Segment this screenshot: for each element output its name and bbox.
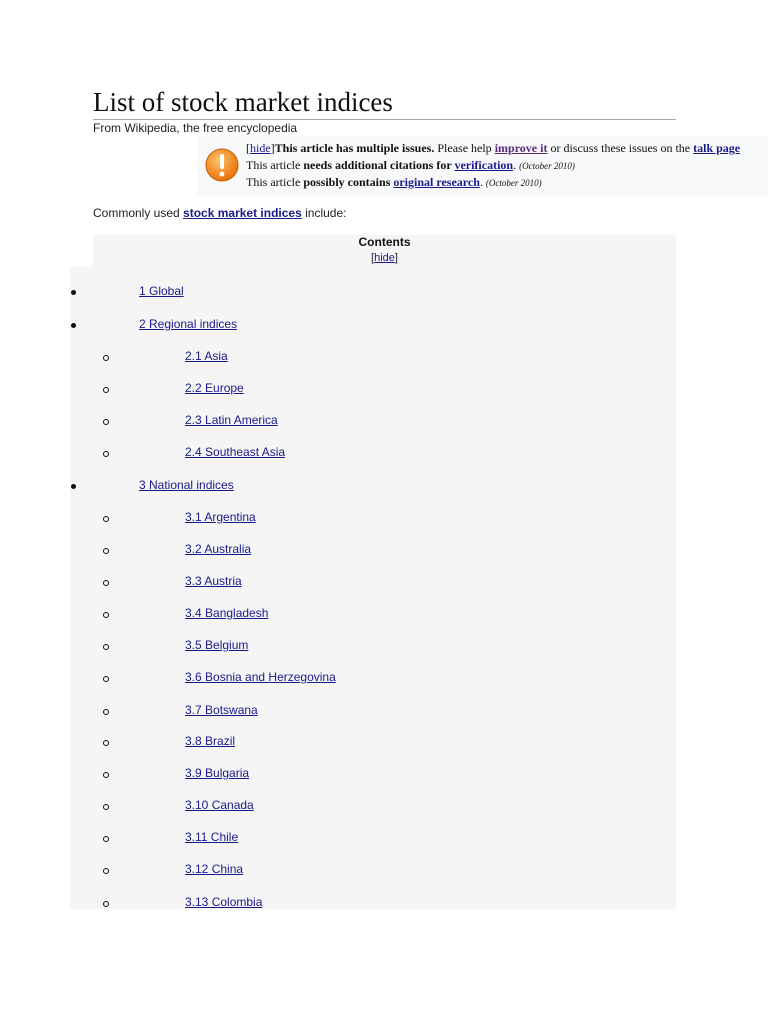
toc-sub-bullet <box>103 548 109 554</box>
toc-item[interactable]: 3.13 Colombia <box>185 895 263 909</box>
improve-it-link[interactable]: improve it <box>494 141 548 155</box>
research-date: (October 2010) <box>485 178 542 188</box>
toc-item[interactable]: 3.1 Argentina <box>185 510 256 524</box>
toc-sub-bullet <box>103 644 109 650</box>
toc-bullet <box>71 323 76 328</box>
toc-bullet <box>71 484 76 489</box>
toc-item[interactable]: 2 Regional indices <box>139 317 238 331</box>
toc-item[interactable]: 3.2 Australia <box>185 542 252 556</box>
ambox-line-citations: This article needs additional citations for verification. (October 2010) <box>246 158 575 172</box>
warning-icon <box>205 148 239 182</box>
toc-sub-bullet <box>103 804 109 810</box>
toc-sub-bullet <box>103 772 109 778</box>
ambox-line-issues: [hide]This article has multiple issues. Please help improve it or discuss these issues on the talk page <box>246 141 741 155</box>
toc-item[interactable]: 2.3 Latin America <box>185 413 278 427</box>
toc-item[interactable]: 3 National indices <box>139 478 234 492</box>
ambox-line-research: This article possibly contains original research. (October 2010) <box>246 175 542 189</box>
toc-item[interactable]: 3.8 Brazil <box>185 734 236 748</box>
toc-sub-bullet <box>103 387 109 393</box>
toc-bullet <box>71 290 76 295</box>
toc-sub-bullet <box>103 676 109 682</box>
intro-paragraph: Commonly used stock market indices include: <box>93 206 347 220</box>
toc-item[interactable]: 2.1 Asia <box>185 349 228 363</box>
toc-item[interactable]: 3.3 Austria <box>185 574 242 588</box>
toc-sub-bullet <box>103 901 109 907</box>
toc-sub-bullet <box>103 580 109 586</box>
toc-sub-bullet <box>103 868 109 874</box>
citations-date: (October 2010) <box>519 161 575 171</box>
toc-title: Contents <box>358 235 411 249</box>
toc-sub-bullet <box>103 516 109 522</box>
toc-item[interactable]: 3.11 Chile <box>185 830 239 844</box>
toc-item[interactable]: 3.4 Bangladesh <box>185 606 269 620</box>
toc-sub-bullet <box>103 740 109 746</box>
toc-item[interactable]: 2.2 Europe <box>185 381 244 395</box>
toc-item[interactable]: 3.10 Canada <box>185 798 254 812</box>
multiple-issues-box <box>197 136 768 196</box>
original-research-link[interactable]: original research <box>393 175 480 189</box>
toc-item[interactable]: 3.7 Botswana <box>185 703 258 717</box>
toc-sub-bullet <box>103 355 109 361</box>
toc-sub-bullet <box>103 709 109 715</box>
toc-item[interactable]: 3.6 Bosnia and Herzegovina <box>185 670 336 684</box>
toc-item[interactable]: 3.9 Bulgaria <box>185 766 250 780</box>
talk-page-link[interactable]: talk page <box>693 141 741 155</box>
toc-item[interactable]: 2.4 Southeast Asia <box>185 445 286 459</box>
site-tagline: From Wikipedia, the free encyclopedia <box>93 121 298 135</box>
toc-toggle: [hide] <box>371 252 398 264</box>
toc-hide-link[interactable]: hide <box>374 252 395 264</box>
table-of-contents <box>93 235 676 909</box>
toc-left-band <box>70 267 93 909</box>
hide-issues-link[interactable]: hide <box>250 141 271 155</box>
toc-sub-bullet <box>103 612 109 618</box>
page-title: List of stock market indices <box>93 86 676 120</box>
toc-sub-bullet <box>103 419 109 425</box>
toc-item[interactable]: 3.12 China <box>185 862 244 876</box>
toc-sub-bullet <box>103 836 109 842</box>
toc-item[interactable]: 1 Global <box>139 284 184 298</box>
toc-sub-bullet <box>103 451 109 457</box>
toc-item[interactable]: 3.5 Belgium <box>185 638 249 652</box>
issues-heading: This article has multiple issues. <box>274 141 435 155</box>
stock-market-indices-link[interactable]: stock market indices <box>183 206 302 220</box>
verification-link[interactable]: verification <box>454 158 514 172</box>
